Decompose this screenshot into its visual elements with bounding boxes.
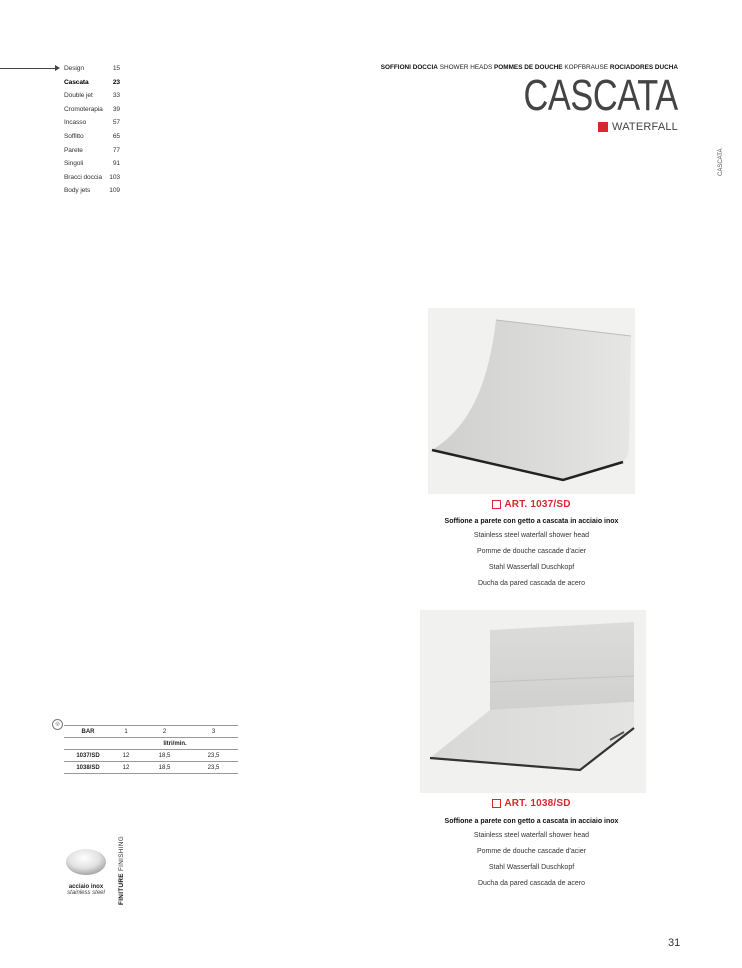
finish-heading-rest: FINISHING bbox=[118, 836, 125, 872]
finish-label-en: stainless steel bbox=[67, 890, 105, 896]
category-it: SOFFIONI DOCCIA bbox=[380, 64, 438, 71]
table-row bbox=[64, 762, 238, 774]
product-description-1037 bbox=[408, 516, 655, 592]
header-cell: 3 bbox=[189, 726, 238, 738]
section-index bbox=[64, 62, 120, 198]
index-item-label: Cromoterapia bbox=[64, 105, 103, 113]
desc-en: Stainless steel waterfall shower head bbox=[473, 832, 590, 839]
index-pointer-line bbox=[0, 68, 56, 69]
table-unit-row bbox=[64, 738, 238, 750]
index-item-incasso[interactable] bbox=[64, 116, 120, 130]
row-value: 23,5 bbox=[189, 750, 238, 762]
desc-es: Ducha da pared cascada de acero bbox=[477, 880, 586, 887]
page-subtitle: WATERFALL bbox=[612, 121, 678, 133]
page-number: 31 bbox=[668, 937, 681, 949]
product-code-1037 bbox=[428, 499, 635, 510]
finish-label-it: acciaio inox bbox=[68, 884, 104, 890]
checkbox-square-icon bbox=[492, 500, 501, 509]
index-item-label: Bracci doccia bbox=[64, 173, 102, 181]
table-header-row bbox=[64, 726, 238, 738]
index-item-bracci-doccia[interactable] bbox=[64, 171, 120, 185]
index-item-soffitto[interactable] bbox=[64, 130, 120, 144]
desc-de: Stahl Wasserfall Duschkopf bbox=[488, 864, 575, 871]
index-item-page: 23 bbox=[112, 78, 120, 86]
finish-label bbox=[56, 884, 116, 896]
header-cell: 1 bbox=[112, 726, 140, 738]
index-item-singoli[interactable] bbox=[64, 157, 120, 171]
index-pointer-arrow-icon bbox=[55, 65, 60, 71]
index-item-page: 39 bbox=[112, 105, 120, 113]
desc-de: Stahl Wasserfall Duschkopf bbox=[488, 564, 575, 571]
desc-fr: Pomme de douche cascade d'acier bbox=[476, 548, 587, 555]
category-de: KOPFBRAUSE bbox=[564, 64, 609, 71]
index-item-cascata[interactable] bbox=[64, 76, 120, 90]
row-value: 23,5 bbox=[189, 762, 238, 774]
row-code: 1037/SD bbox=[64, 750, 112, 762]
index-item-page: 33 bbox=[112, 92, 120, 100]
side-tab-label: CASCATA bbox=[718, 148, 724, 176]
category-en: SHOWER HEADS bbox=[439, 64, 493, 71]
product-description-1038 bbox=[408, 816, 655, 892]
finish-heading bbox=[118, 836, 125, 905]
row-value: 12 bbox=[112, 762, 140, 774]
row-value: 12 bbox=[112, 750, 140, 762]
desc-fr: Pomme de douche cascade d'acier bbox=[476, 848, 587, 855]
product-code-label: ART. 1038/SD bbox=[504, 798, 571, 809]
row-value: 18,5 bbox=[140, 762, 189, 774]
finish-heading-bold: FINITURE bbox=[118, 873, 125, 905]
index-item-label: Parete bbox=[64, 146, 83, 154]
index-item-label: Cascata bbox=[64, 78, 89, 86]
row-code: 1038/SD bbox=[64, 762, 112, 774]
index-item-label: Design bbox=[64, 65, 84, 72]
page-title: CASCATA bbox=[523, 71, 678, 120]
subtitle-block bbox=[598, 121, 678, 133]
category-es: ROCIADORES DUCHA bbox=[609, 64, 678, 71]
index-item-page: 103 bbox=[109, 173, 120, 181]
index-item-design[interactable] bbox=[64, 62, 120, 76]
checkbox-square-icon bbox=[492, 799, 501, 808]
desc-it: Soffione a parete con getto a cascata in acciaio inox bbox=[444, 518, 619, 525]
desc-it: Soffione a parete con getto a cascata in acciaio inox bbox=[444, 818, 619, 825]
desc-en: Stainless steel waterfall shower head bbox=[473, 532, 590, 539]
finish-swatch-steel bbox=[64, 847, 108, 877]
product-photo-1038 bbox=[420, 610, 646, 793]
flow-rate-table bbox=[64, 725, 238, 774]
index-item-label: Incasso bbox=[64, 119, 87, 127]
red-square-icon bbox=[598, 122, 608, 132]
index-item-page: 65 bbox=[112, 132, 120, 140]
desc-es: Ducha da pared cascada de acero bbox=[477, 580, 586, 587]
index-item-page: 77 bbox=[112, 146, 120, 154]
index-item-page: 109 bbox=[109, 187, 120, 195]
table-row bbox=[64, 750, 238, 762]
category-fr: POMMES DE DOUCHE bbox=[494, 64, 563, 71]
index-item-page: 15 bbox=[112, 65, 120, 72]
index-item-page: 91 bbox=[112, 160, 120, 168]
pressure-gauge-icon: ◎ bbox=[52, 719, 63, 730]
unit-cell: litri/min. bbox=[112, 738, 238, 750]
index-item-label: Singoli bbox=[64, 160, 84, 168]
index-item-label: Soffitto bbox=[64, 132, 84, 140]
index-item-body-jets[interactable] bbox=[64, 184, 120, 198]
header-cell: BAR bbox=[64, 726, 112, 738]
index-item-label: Double jet bbox=[64, 92, 93, 100]
index-item-cromoterapia[interactable] bbox=[64, 103, 120, 117]
index-item-double-jet[interactable] bbox=[64, 89, 120, 103]
index-item-parete[interactable] bbox=[64, 144, 120, 158]
header-cell: 2 bbox=[140, 726, 189, 738]
category-line bbox=[381, 64, 678, 71]
product-photo-1037 bbox=[428, 308, 635, 494]
index-item-label: Body jets bbox=[64, 187, 91, 195]
index-item-page: 57 bbox=[112, 119, 120, 127]
row-value: 18,5 bbox=[140, 750, 189, 762]
product-code-label: ART. 1037/SD bbox=[504, 499, 571, 510]
product-code-1038 bbox=[428, 798, 635, 809]
